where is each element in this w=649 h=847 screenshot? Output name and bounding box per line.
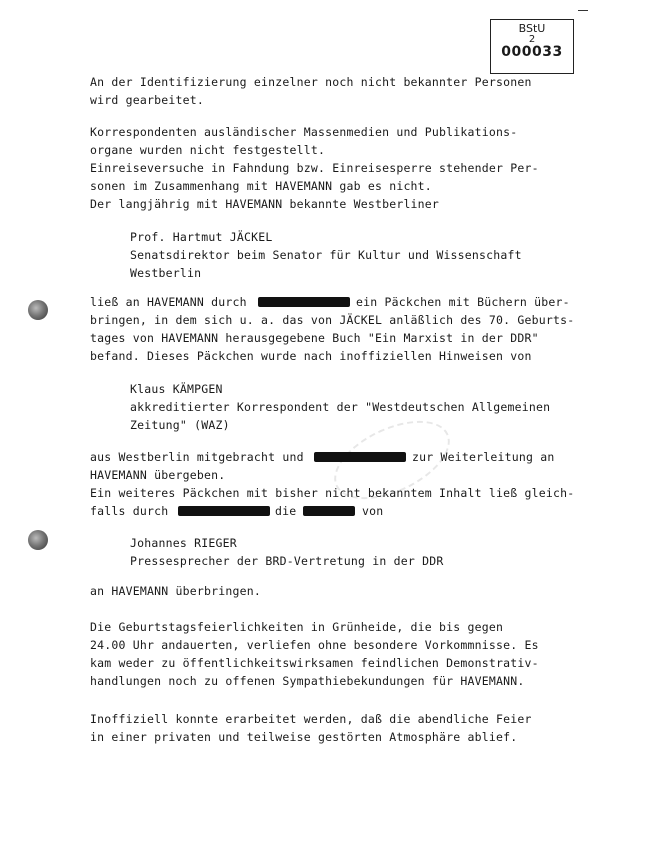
text-line: Der langjährig mit HAVEMANN bekannte Westberliner (90, 197, 440, 211)
text-line: Korrespondenten ausländischer Massenmedien und Publikations- (90, 125, 518, 139)
text-line: Pressesprecher der BRD-Vertretung in der DDR (130, 554, 444, 568)
text-line: Johannes RIEGER (130, 536, 237, 550)
text-line: aus Westberlin mitgebracht und (90, 450, 304, 464)
text-line: organe wurden nicht festgestellt. (90, 143, 326, 157)
text-line: von (362, 504, 384, 518)
text-line: sonen im Zusammenhang mit HAVEMANN gab es nicht. (90, 179, 432, 193)
redaction-bar (303, 506, 355, 516)
stamp-page-number: 000033 (501, 44, 563, 60)
text-line: HAVEMANN übergeben. (90, 468, 226, 482)
text-line: Ein weiteres Päckchen mit bisher nicht bekanntem Inhalt ließ gleich- (90, 486, 575, 500)
text-line: handlungen noch zu offenen Sympathiebekundungen für HAVEMANN. (90, 674, 525, 688)
text-line: an HAVEMANN überbringen. (90, 584, 261, 598)
corner-mark (578, 10, 588, 11)
text-line: 24.00 Uhr andauerten, verliefen ohne besondere Vorkommnisse. Es (90, 638, 539, 652)
text-line: ließ an HAVEMANN durch (90, 295, 247, 309)
text-line: Westberlin (130, 266, 202, 280)
text-line: bringen, in dem sich u. a. das von JÄCKEL anläßlich des 70. Geburts- (90, 313, 575, 327)
text-line: tages von HAVEMANN herausgegebene Buch "Ein Marxist in der DDR" (90, 331, 539, 345)
text-line: ein Päckchen mit Büchern über- (356, 295, 570, 309)
text-line: Klaus KÄMPGEN (130, 382, 223, 396)
text-line: befand. Dieses Päckchen wurde nach inoffiziellen Hinweisen von (90, 349, 532, 363)
text-line: wird gearbeitet. (90, 93, 204, 107)
text-line: Zeitung" (WAZ) (130, 418, 230, 432)
text-line: falls durch (90, 504, 169, 518)
text-line: Prof. Hartmut JÄCKEL (130, 230, 273, 244)
punch-hole-top (28, 300, 48, 320)
archive-stamp (490, 19, 574, 74)
text-line: zur Weiterleitung an (412, 450, 555, 464)
text-line: in einer privaten und teilweise gestörten Atmosphäre ablief. (90, 730, 518, 744)
stamp-volume: 2 (528, 34, 536, 45)
redaction-bar (258, 297, 350, 307)
redaction-bar (314, 452, 406, 462)
text-line: Senatsdirektor beim Senator für Kultur und Wissenschaft (130, 248, 522, 262)
text-line: An der Identifizierung einzelner noch nicht bekannter Personen (90, 75, 532, 89)
punch-hole-bottom (28, 530, 48, 550)
text-line: akkreditierter Korrespondent der "Westdeutschen Allgemeinen (130, 400, 551, 414)
stamp-agency: BStU (518, 22, 546, 35)
text-line: Einreiseversuche in Fahndung bzw. Einreisesperre stehender Per- (90, 161, 539, 175)
text-line: Die Geburtstagsfeierlichkeiten in Grünheide, die bis gegen (90, 620, 504, 634)
text-line: Inoffiziell konnte erarbeitet werden, daß die abendliche Feier (90, 712, 532, 726)
redaction-bar (178, 506, 270, 516)
text-line: die (275, 504, 297, 518)
text-line: kam weder zu öffentlichkeitswirksamen feindlichen Demonstrativ- (90, 656, 539, 670)
